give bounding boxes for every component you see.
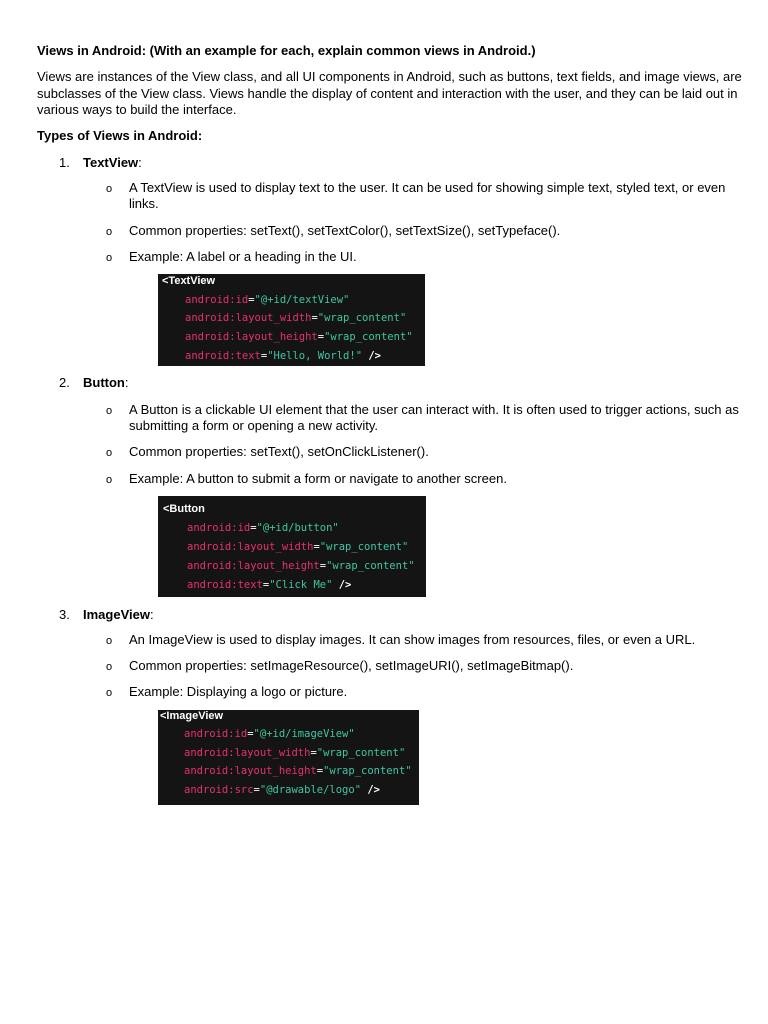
code-block: [158, 710, 419, 805]
title-suffix: :: [124, 375, 129, 390]
code-tag: <Button: [163, 503, 205, 515]
bullet-marker: o: [106, 405, 113, 417]
view-name: TextView: [83, 155, 139, 170]
code-eq: =: [319, 560, 327, 572]
title-suffix: :: [138, 155, 142, 170]
code-tag: <ImageView: [160, 710, 224, 722]
code-eq: =: [253, 784, 260, 796]
code-value: "Click Me": [269, 579, 333, 591]
code-line: [184, 765, 412, 777]
code-value: "wrap_content": [316, 747, 406, 759]
code-attr: android:layout_height: [184, 765, 317, 777]
bullet-marker: o: [106, 226, 113, 238]
bullet-marker: o: [106, 661, 113, 673]
view-name: Button: [83, 375, 125, 390]
code-line: [185, 350, 381, 362]
code-attr: android:id: [187, 522, 251, 534]
view-name: ImageView: [83, 607, 150, 622]
section-title: [83, 155, 142, 170]
code-line: [187, 541, 408, 553]
code-value: "@+id/imageView": [253, 728, 355, 740]
code-attr: android:text: [187, 579, 263, 591]
code-line: [184, 728, 355, 740]
code-eq: =: [248, 294, 255, 306]
code-value: "@drawable/logo": [259, 784, 362, 796]
code-value: "wrap_content": [326, 560, 415, 572]
code-block: [158, 274, 425, 366]
code-value: "wrap_content": [324, 331, 413, 343]
code-attr: android:layout_height: [187, 560, 320, 572]
code-line: [185, 294, 349, 306]
code-line: [184, 747, 405, 759]
code-value: "wrap_content": [323, 765, 412, 777]
bullet-marker: o: [106, 687, 113, 699]
types-heading: Types of Views in Android:: [37, 128, 203, 143]
code-eq: =: [260, 350, 268, 362]
code-close: />: [362, 350, 381, 362]
section-title: [83, 375, 129, 390]
bullet-text: Example: A button to submit a form or navigate to another screen.: [129, 471, 507, 486]
title-suffix: :: [149, 607, 154, 622]
code-eq: =: [250, 522, 257, 534]
code-line: [187, 522, 339, 534]
code-eq: =: [262, 579, 270, 591]
document-title: Views in Android: (With an example for each, explain common views in Android.): [37, 43, 536, 58]
code-value: "wrap_content": [319, 541, 409, 553]
section-number: 3.: [59, 607, 70, 622]
code-tag: <TextView: [162, 275, 216, 287]
code-line: [187, 579, 351, 591]
intro-paragraph: Views are instances of the View class, and all UI components in Android, such as buttons, text fields, and image views, are subclasses of the View class. Views handle the display of content and interaction with the user, and they can be laid out in various ways to build the interface.: [37, 69, 742, 117]
bullet-text: Example: Displaying a logo or picture.: [129, 684, 348, 699]
section-number: 1.: [59, 155, 70, 170]
code-attr: android:layout_width: [185, 312, 312, 324]
code-value: "@+id/button": [256, 522, 339, 534]
bullet-marker: o: [106, 183, 113, 195]
code-attr: android:layout_width: [184, 747, 311, 759]
bullet-text: A TextView is used to display text to the user. It can be used for showing simple text, styled text, or even links.: [129, 180, 726, 211]
code-attr: android:src: [184, 784, 254, 796]
bullet-marker: o: [106, 447, 113, 459]
section-title: [83, 607, 154, 622]
code-attr: android:id: [184, 728, 248, 740]
bullet-text: Common properties: setText(), setOnClickListener().: [129, 444, 429, 459]
code-eq: =: [247, 728, 254, 740]
code-eq: =: [313, 541, 320, 553]
code-close: />: [332, 579, 352, 591]
code-eq: =: [317, 331, 325, 343]
code-attr: android:text: [185, 350, 261, 362]
code-value: "Hello, World!": [267, 350, 363, 362]
code-close: />: [361, 784, 380, 796]
section-number: 2.: [59, 375, 70, 390]
bullet-text: Common properties: setImageResource(), setImageURI(), setImageBitmap().: [129, 658, 574, 673]
code-value: "wrap_content": [317, 312, 407, 324]
code-eq: =: [311, 312, 318, 324]
code-attr: android:id: [185, 294, 249, 306]
bullet-text: A Button is a clickable UI element that the user can interact with. It is often used to trigger actions, such as submitting a form or opening a new activity.: [129, 402, 739, 433]
code-attr: android:layout_height: [185, 331, 318, 343]
code-block: [158, 496, 426, 597]
bullet-marker: o: [106, 474, 113, 486]
code-line: [185, 331, 413, 343]
code-attr: android:layout_width: [187, 541, 314, 553]
bullet-text: Common properties: setText(), setTextColor(), setTextSize(), setTypeface().: [129, 223, 561, 238]
bullet-marker: o: [106, 252, 113, 264]
code-line: [184, 784, 380, 796]
bullet-text: An ImageView is used to display images. It can show images from resources, files, or even a URL.: [129, 632, 696, 647]
code-line: [185, 312, 406, 324]
bullet-marker: o: [106, 635, 113, 647]
code-value: "@+id/textView": [254, 294, 350, 306]
code-eq: =: [310, 747, 317, 759]
code-line: [187, 560, 415, 572]
bullet-text: Example: A label or a heading in the UI.: [129, 249, 357, 264]
code-eq: =: [316, 765, 324, 777]
